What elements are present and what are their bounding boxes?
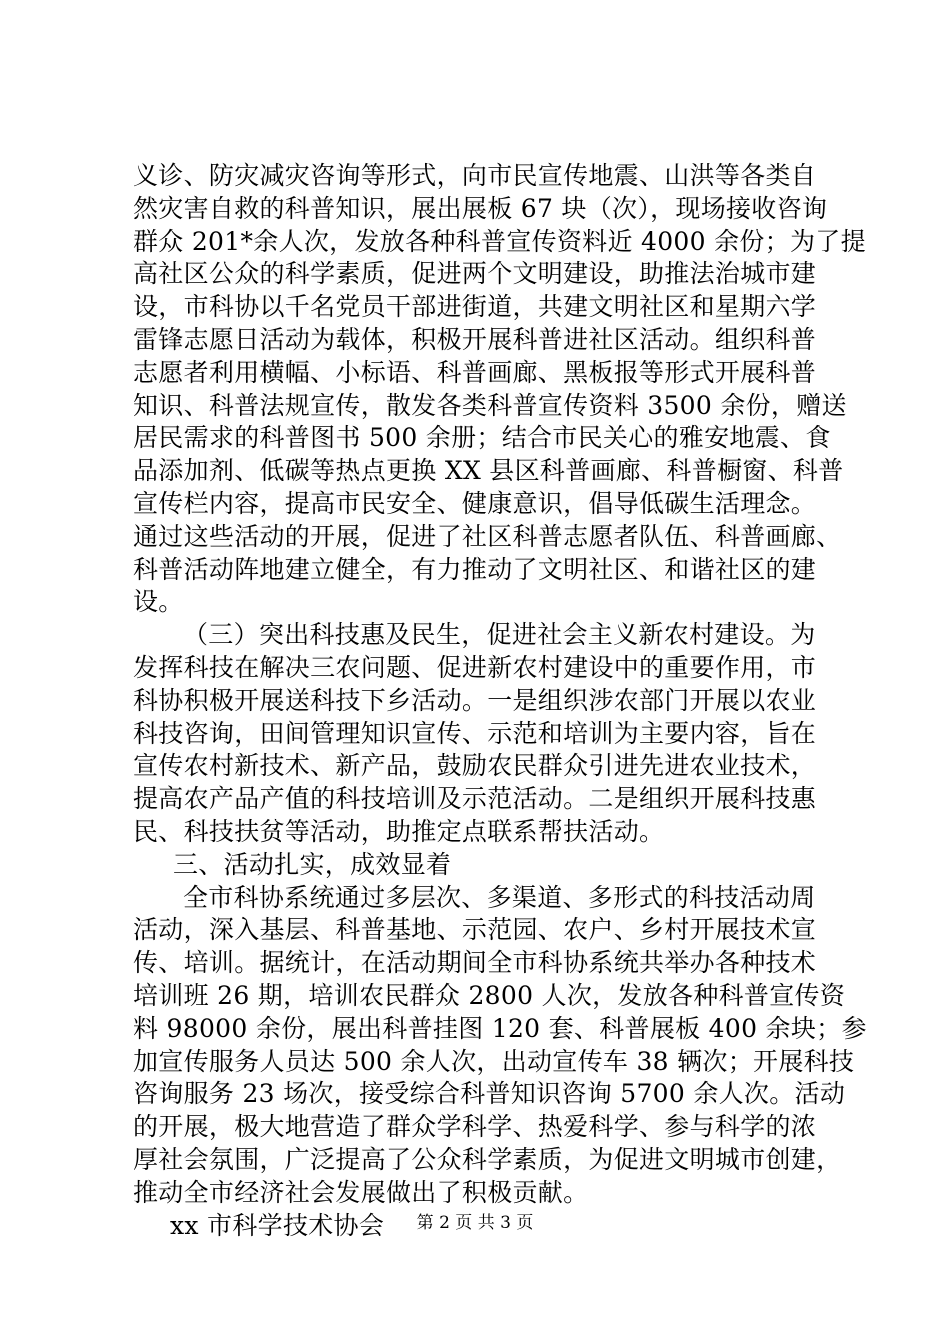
text-line: 传、培训。据统计，在活动期间全市科协系统共举办各种技术 [133,948,817,978]
text-line: 科技咨询，田间管理知识宣传、示范和培训为主要内容，旨在 [133,718,817,748]
section-heading-three: 三、活动扎实，成效显着 [173,849,452,879]
text-line: 民、科技扶贫等活动，助推定点联系帮扶活动。 [133,816,665,846]
text-line: 提高农产品产值的科技培训及示范活动。二是组织开展科技惠 [133,784,817,814]
text-line: 宣传栏内容，提高市民安全、健康意识，倡导低碳生活理念。 [133,488,817,518]
signature-line: xx 市科学技术协会 [170,1210,385,1240]
text-line: 雷锋志愿日活动为载体，积极开展科普进社区活动。组织科普 [133,324,817,354]
text-line: 品添加剂、低碳等热点更换 XX 县区科普画廊、科普橱窗、科普 [133,456,844,486]
text-line: 宣传农村新技术、新产品，鼓励农民群众引进先进农业技术， [133,751,817,781]
text-line: 志愿者利用横幅、小标语、科普画廊、黑板报等形式开展科普 [133,357,817,387]
text-line: 群众 201*余人次，发放各种科普宣传资料近 4000 余份；为了提 [133,226,866,256]
text-line: 知识、科普法规宣传，散发各类科普宣传资料 3500 余份，赠送 [133,390,847,420]
text-line: 科普活动阵地建立健全，有力推动了文明社区、和谐社区的建 [133,554,817,584]
text-line: 加宣传服务人员达 500 余人次，出动宣传车 38 辆次；开展科技 [133,1046,855,1076]
text-line: 推动全市经济社会发展做出了积极贡献。 [133,1177,589,1207]
text-line: 活动，深入基层、科普基地、示范园、农户、乡村开展技术宣 [133,915,817,945]
text-line: 高社区公众的科学素质，促进两个文明建设，助推法治城市建 [133,259,817,289]
text-line: 然灾害自救的科普知识，展出展板 67 块（次），现场接收咨询 [133,193,828,223]
text-line: 通过这些活动的开展，促进了社区科普志愿者队伍、科普画廊、 [133,521,842,551]
text-line: 培训班 26 期，培训农民群众 2800 人次，发放各种科普宣传资 [133,980,846,1010]
body-text [133,160,867,1242]
text-line: 居民需求的科普图书 500 余册；结合市民关心的雅安地震、食 [133,423,831,453]
text-line: 的开展，极大地营造了群众学科学、热爱科学、参与科学的浓 [133,1112,817,1142]
page-number-footer: 第 2 页 共 3 页 [416,1213,534,1233]
text-line: 设。 [133,587,184,617]
text-line: 设，市科协以千名党员干部进街道，共建文明社区和星期六学 [133,292,817,322]
text-line: 厚社会氛围，广泛提高了公众科学素质，为促进文明城市创建， [133,1144,842,1174]
text-line: 发挥科技在解决三农问题、促进新农村建设中的重要作用，市 [133,652,817,682]
section-heading-3: （三）突出科技惠及民生，促进社会主义新农村建设。为 [183,620,816,650]
text-line: 科协积极开展送科技下乡活动。一是组织涉农部门开展以农业 [133,685,817,715]
text-line: 义诊、防灾减灾咨询等形式，向市民宣传地震、山洪等各类自 [133,161,817,190]
paragraph-start: 全市科协系统通过多层次、多渠道、多形式的科技活动周 [183,882,816,912]
text-line: 咨询服务 23 场次，接受综合科普知识咨询 5700 余人次。活动 [133,1079,846,1109]
text-line: 料 98000 余份，展出科普挂图 120 套、科普展板 400 余块；参 [133,1013,867,1043]
